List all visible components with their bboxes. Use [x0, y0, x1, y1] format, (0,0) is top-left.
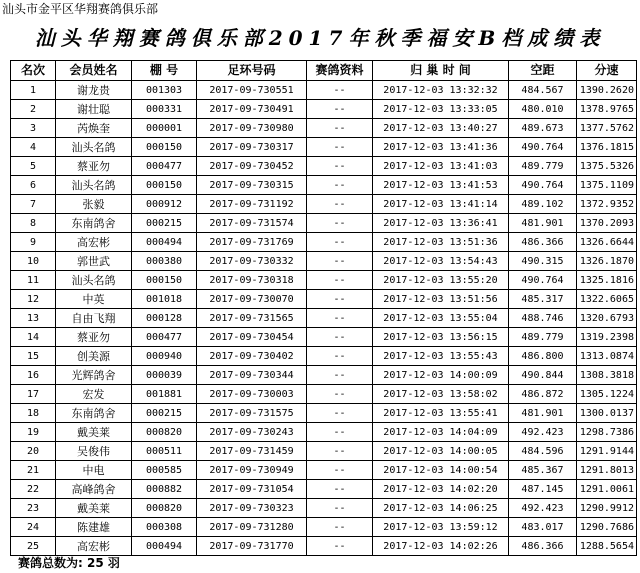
- distance-cell: 490.764: [509, 138, 577, 157]
- rank-cell: 24: [11, 518, 56, 537]
- member-name-cell: 吴俊伟: [56, 442, 132, 461]
- distance-cell: 481.901: [509, 214, 577, 233]
- arrival-time-cell: 2017-12-03 14:02:26: [373, 537, 509, 556]
- ring-number-cell: 2017-09-730344: [197, 366, 307, 385]
- speed-cell: 1308.3818: [577, 366, 637, 385]
- loft-cell: 000494: [132, 537, 197, 556]
- table-row: [11, 214, 637, 233]
- ring-number-cell: 2017-09-731565: [197, 309, 307, 328]
- arrival-time-cell: 2017-12-03 13:55:20: [373, 271, 509, 290]
- rank-cell: 25: [11, 537, 56, 556]
- distance-cell: 490.764: [509, 176, 577, 195]
- speed-cell: 1290.7686: [577, 518, 637, 537]
- arrival-time-cell: 2017-12-03 13:41:03: [373, 157, 509, 176]
- loft-cell: 000882: [132, 480, 197, 499]
- distance-cell: 483.017: [509, 518, 577, 537]
- rank-cell: 3: [11, 119, 56, 138]
- rank-cell: 8: [11, 214, 56, 233]
- arrival-time-cell: 2017-12-03 14:06:25: [373, 499, 509, 518]
- ring-number-cell: 2017-09-731459: [197, 442, 307, 461]
- ring-number-cell: 2017-09-730317: [197, 138, 307, 157]
- distance-cell: 486.366: [509, 537, 577, 556]
- member-name-cell: 东南鸽舍: [56, 214, 132, 233]
- rank-cell: 18: [11, 404, 56, 423]
- distance-cell: 486.366: [509, 233, 577, 252]
- speed-cell: 1325.1816: [577, 271, 637, 290]
- arrival-time-cell: 2017-12-03 13:33:05: [373, 100, 509, 119]
- pigeon-info-cell: --: [307, 366, 373, 385]
- loft-cell: 000128: [132, 309, 197, 328]
- speed-cell: 1288.5654: [577, 537, 637, 556]
- member-name-cell: 戴美莱: [56, 423, 132, 442]
- ring-number-cell: 2017-09-731770: [197, 537, 307, 556]
- arrival-time-cell: 2017-12-03 13:51:56: [373, 290, 509, 309]
- member-name-cell: 中电: [56, 461, 132, 480]
- loft-cell: 000912: [132, 195, 197, 214]
- rank-cell: 17: [11, 385, 56, 404]
- loft-cell: 000585: [132, 461, 197, 480]
- table-row: [11, 461, 637, 480]
- rank-cell: 21: [11, 461, 56, 480]
- pigeon-info-cell: --: [307, 461, 373, 480]
- speed-cell: 1291.9144: [577, 442, 637, 461]
- rank-cell: 6: [11, 176, 56, 195]
- loft-cell: 000820: [132, 423, 197, 442]
- speed-cell: 1377.5762: [577, 119, 637, 138]
- member-name-cell: 陈建雄: [56, 518, 132, 537]
- pigeon-info-cell: --: [307, 176, 373, 195]
- distance-cell: 484.567: [509, 81, 577, 100]
- table-row: [11, 81, 637, 100]
- rank-cell: 2: [11, 100, 56, 119]
- pigeon-info-cell: --: [307, 347, 373, 366]
- loft-cell: 000215: [132, 404, 197, 423]
- rank-cell: 7: [11, 195, 56, 214]
- table-row: [11, 385, 637, 404]
- pigeon-info-cell: --: [307, 271, 373, 290]
- member-name-cell: 谢龙贵: [56, 81, 132, 100]
- member-name-cell: 郭世武: [56, 252, 132, 271]
- rank-cell: 1: [11, 81, 56, 100]
- table-row: [11, 290, 637, 309]
- ring-number-cell: 2017-09-730454: [197, 328, 307, 347]
- loft-cell: 000940: [132, 347, 197, 366]
- ring-number-cell: 2017-09-730323: [197, 499, 307, 518]
- distance-cell: 487.145: [509, 480, 577, 499]
- ring-number-cell: 2017-09-730315: [197, 176, 307, 195]
- ring-number-cell: 2017-09-730318: [197, 271, 307, 290]
- ring-number-cell: 2017-09-730949: [197, 461, 307, 480]
- distance-cell: 485.367: [509, 461, 577, 480]
- arrival-time-cell: 2017-12-03 13:54:43: [373, 252, 509, 271]
- table-row: [11, 328, 637, 347]
- pigeon-info-cell: --: [307, 252, 373, 271]
- loft-cell: 000511: [132, 442, 197, 461]
- distance-cell: 490.764: [509, 271, 577, 290]
- arrival-time-cell: 2017-12-03 13:55:04: [373, 309, 509, 328]
- table-row: [11, 537, 637, 556]
- ring-number-cell: 2017-09-731280: [197, 518, 307, 537]
- ring-number-cell: 2017-09-730491: [197, 100, 307, 119]
- member-name-cell: 汕头名鸽: [56, 176, 132, 195]
- ring-number-cell: 2017-09-730551: [197, 81, 307, 100]
- member-name-cell: 蔡亚勿: [56, 157, 132, 176]
- speed-cell: 1305.1224: [577, 385, 637, 404]
- arrival-time-cell: 2017-12-03 13:55:41: [373, 404, 509, 423]
- speed-cell: 1326.1870: [577, 252, 637, 271]
- distance-cell: 489.102: [509, 195, 577, 214]
- distance-cell: 489.779: [509, 157, 577, 176]
- distance-cell: 492.423: [509, 423, 577, 442]
- member-name-cell: 宏发: [56, 385, 132, 404]
- pigeon-info-cell: --: [307, 442, 373, 461]
- arrival-time-cell: 2017-12-03 13:41:53: [373, 176, 509, 195]
- pigeon-info-cell: --: [307, 81, 373, 100]
- loft-cell: 000150: [132, 176, 197, 195]
- rank-cell: 4: [11, 138, 56, 157]
- pigeon-info-cell: --: [307, 100, 373, 119]
- rank-cell: 5: [11, 157, 56, 176]
- table-row: [11, 271, 637, 290]
- loft-cell: 000308: [132, 518, 197, 537]
- pigeon-info-cell: --: [307, 537, 373, 556]
- rank-cell: 23: [11, 499, 56, 518]
- arrival-time-cell: 2017-12-03 13:51:36: [373, 233, 509, 252]
- member-name-cell: 东南鸽舍: [56, 404, 132, 423]
- ring-number-cell: 2017-09-730402: [197, 347, 307, 366]
- ring-number-cell: 2017-09-730332: [197, 252, 307, 271]
- speed-cell: 1378.9765: [577, 100, 637, 119]
- ring-number-cell: 2017-09-730452: [197, 157, 307, 176]
- rank-cell: 14: [11, 328, 56, 347]
- table-row: [11, 404, 637, 423]
- col-header-speed: 分速: [577, 61, 637, 81]
- arrival-time-cell: 2017-12-03 13:40:27: [373, 119, 509, 138]
- loft-cell: 000477: [132, 157, 197, 176]
- member-name-cell: 自由飞翔: [56, 309, 132, 328]
- arrival-time-cell: 2017-12-03 13:36:41: [373, 214, 509, 233]
- pigeon-info-cell: --: [307, 423, 373, 442]
- member-name-cell: 汕头名鸽: [56, 271, 132, 290]
- arrival-time-cell: 2017-12-03 14:00:05: [373, 442, 509, 461]
- col-header-ring: 足环号码: [197, 61, 307, 81]
- col-header-loft: 棚 号: [132, 61, 197, 81]
- speed-cell: 1320.6793: [577, 309, 637, 328]
- rank-cell: 10: [11, 252, 56, 271]
- loft-cell: 000001: [132, 119, 197, 138]
- speed-cell: 1290.9912: [577, 499, 637, 518]
- speed-cell: 1375.5326: [577, 157, 637, 176]
- distance-cell: 488.746: [509, 309, 577, 328]
- distance-cell: 489.673: [509, 119, 577, 138]
- speed-cell: 1390.2620: [577, 81, 637, 100]
- member-name-cell: 汕头名鸽: [56, 138, 132, 157]
- member-name-cell: 高峰鸽舍: [56, 480, 132, 499]
- pigeon-info-cell: --: [307, 119, 373, 138]
- loft-cell: 000150: [132, 138, 197, 157]
- pigeon-info-cell: --: [307, 480, 373, 499]
- distance-cell: 492.423: [509, 499, 577, 518]
- pigeon-info-cell: --: [307, 385, 373, 404]
- table-row: [11, 499, 637, 518]
- loft-cell: 000039: [132, 366, 197, 385]
- arrival-time-cell: 2017-12-03 13:41:36: [373, 138, 509, 157]
- table-row: [11, 138, 637, 157]
- speed-cell: 1313.0874: [577, 347, 637, 366]
- speed-cell: 1375.1109: [577, 176, 637, 195]
- arrival-time-cell: 2017-12-03 13:41:14: [373, 195, 509, 214]
- table-row: [11, 366, 637, 385]
- header-row: [11, 61, 637, 81]
- member-name-cell: 高宏彬: [56, 233, 132, 252]
- table-row: [11, 176, 637, 195]
- rank-cell: 22: [11, 480, 56, 499]
- distance-cell: 485.317: [509, 290, 577, 309]
- col-header-distance: 空距: [509, 61, 577, 81]
- pigeon-info-cell: --: [307, 404, 373, 423]
- ring-number-cell: 2017-09-731769: [197, 233, 307, 252]
- rank-cell: 20: [11, 442, 56, 461]
- loft-cell: 001881: [132, 385, 197, 404]
- table-body: [11, 81, 637, 556]
- distance-cell: 490.844: [509, 366, 577, 385]
- ring-number-cell: 2017-09-730070: [197, 290, 307, 309]
- speed-cell: 1298.7386: [577, 423, 637, 442]
- distance-cell: 484.596: [509, 442, 577, 461]
- arrival-time-cell: 2017-12-03 13:55:43: [373, 347, 509, 366]
- ring-number-cell: 2017-09-730243: [197, 423, 307, 442]
- table-row: [11, 480, 637, 499]
- table-row: [11, 100, 637, 119]
- pigeon-info-cell: --: [307, 138, 373, 157]
- member-name-cell: 谢壮聪: [56, 100, 132, 119]
- distance-cell: 480.010: [509, 100, 577, 119]
- pigeon-info-cell: --: [307, 328, 373, 347]
- total-count: 赛鸽总数为: 25 羽: [18, 556, 120, 570]
- distance-cell: 481.901: [509, 404, 577, 423]
- arrival-time-cell: 2017-12-03 13:59:12: [373, 518, 509, 537]
- table-row: [11, 423, 637, 442]
- club-name: 汕头市金平区华翔赛鸽俱乐部: [2, 2, 159, 16]
- arrival-time-cell: 2017-12-03 13:56:15: [373, 328, 509, 347]
- table-row: [11, 442, 637, 461]
- arrival-time-cell: 2017-12-03 13:58:02: [373, 385, 509, 404]
- loft-cell: 000380: [132, 252, 197, 271]
- table-row: [11, 518, 637, 537]
- member-name-cell: 光辉鸽舍: [56, 366, 132, 385]
- rank-cell: 16: [11, 366, 56, 385]
- col-header-info: 赛鸽资料: [307, 61, 373, 81]
- member-name-cell: 高宏彬: [56, 537, 132, 556]
- pigeon-info-cell: --: [307, 214, 373, 233]
- loft-cell: 000150: [132, 271, 197, 290]
- loft-cell: 000820: [132, 499, 197, 518]
- distance-cell: 489.779: [509, 328, 577, 347]
- arrival-time-cell: 2017-12-03 14:04:09: [373, 423, 509, 442]
- table-row: [11, 157, 637, 176]
- ring-number-cell: 2017-09-730980: [197, 119, 307, 138]
- loft-cell: 000494: [132, 233, 197, 252]
- member-name-cell: 创美源: [56, 347, 132, 366]
- member-name-cell: 戴美莱: [56, 499, 132, 518]
- rank-cell: 11: [11, 271, 56, 290]
- ring-number-cell: 2017-09-731192: [197, 195, 307, 214]
- speed-cell: 1372.9352: [577, 195, 637, 214]
- loft-cell: 000477: [132, 328, 197, 347]
- member-name-cell: 芮焕奎: [56, 119, 132, 138]
- speed-cell: 1291.0061: [577, 480, 637, 499]
- arrival-time-cell: 2017-12-03 14:00:54: [373, 461, 509, 480]
- rank-cell: 19: [11, 423, 56, 442]
- member-name-cell: 张毅: [56, 195, 132, 214]
- ring-number-cell: 2017-09-731574: [197, 214, 307, 233]
- pigeon-info-cell: --: [307, 157, 373, 176]
- ring-number-cell: 2017-09-731575: [197, 404, 307, 423]
- speed-cell: 1326.6644: [577, 233, 637, 252]
- table-row: [11, 347, 637, 366]
- table-row: [11, 309, 637, 328]
- table-row: [11, 119, 637, 138]
- pigeon-info-cell: --: [307, 233, 373, 252]
- table-row: [11, 195, 637, 214]
- ring-number-cell: 2017-09-731054: [197, 480, 307, 499]
- loft-cell: 001018: [132, 290, 197, 309]
- arrival-time-cell: 2017-12-03 13:32:32: [373, 81, 509, 100]
- rank-cell: 9: [11, 233, 56, 252]
- distance-cell: 490.315: [509, 252, 577, 271]
- speed-cell: 1370.2093: [577, 214, 637, 233]
- ring-number-cell: 2017-09-730003: [197, 385, 307, 404]
- speed-cell: 1300.0137: [577, 404, 637, 423]
- report-title: 汕头华翔赛鸽俱乐部2017年秋季福安B档成绩表: [34, 26, 606, 50]
- arrival-time-cell: 2017-12-03 14:02:20: [373, 480, 509, 499]
- pigeon-info-cell: --: [307, 290, 373, 309]
- speed-cell: 1291.8013: [577, 461, 637, 480]
- distance-cell: 486.800: [509, 347, 577, 366]
- rank-cell: 15: [11, 347, 56, 366]
- pigeon-info-cell: --: [307, 309, 373, 328]
- speed-cell: 1319.2398: [577, 328, 637, 347]
- col-header-member: 会员姓名: [56, 61, 132, 81]
- pigeon-info-cell: --: [307, 518, 373, 537]
- arrival-time-cell: 2017-12-03 14:00:09: [373, 366, 509, 385]
- loft-cell: 000215: [132, 214, 197, 233]
- results-table: [10, 60, 637, 556]
- loft-cell: 000331: [132, 100, 197, 119]
- rank-cell: 12: [11, 290, 56, 309]
- distance-cell: 486.872: [509, 385, 577, 404]
- pigeon-info-cell: --: [307, 499, 373, 518]
- col-header-arrival: 归 巢 时 间: [373, 61, 509, 81]
- pigeon-info-cell: --: [307, 195, 373, 214]
- loft-cell: 001303: [132, 81, 197, 100]
- speed-cell: 1376.1815: [577, 138, 637, 157]
- table-row: [11, 233, 637, 252]
- member-name-cell: 中英: [56, 290, 132, 309]
- table-row: [11, 252, 637, 271]
- speed-cell: 1322.6065: [577, 290, 637, 309]
- rank-cell: 13: [11, 309, 56, 328]
- member-name-cell: 蔡亚勿: [56, 328, 132, 347]
- col-header-rank: 名次: [11, 61, 56, 81]
